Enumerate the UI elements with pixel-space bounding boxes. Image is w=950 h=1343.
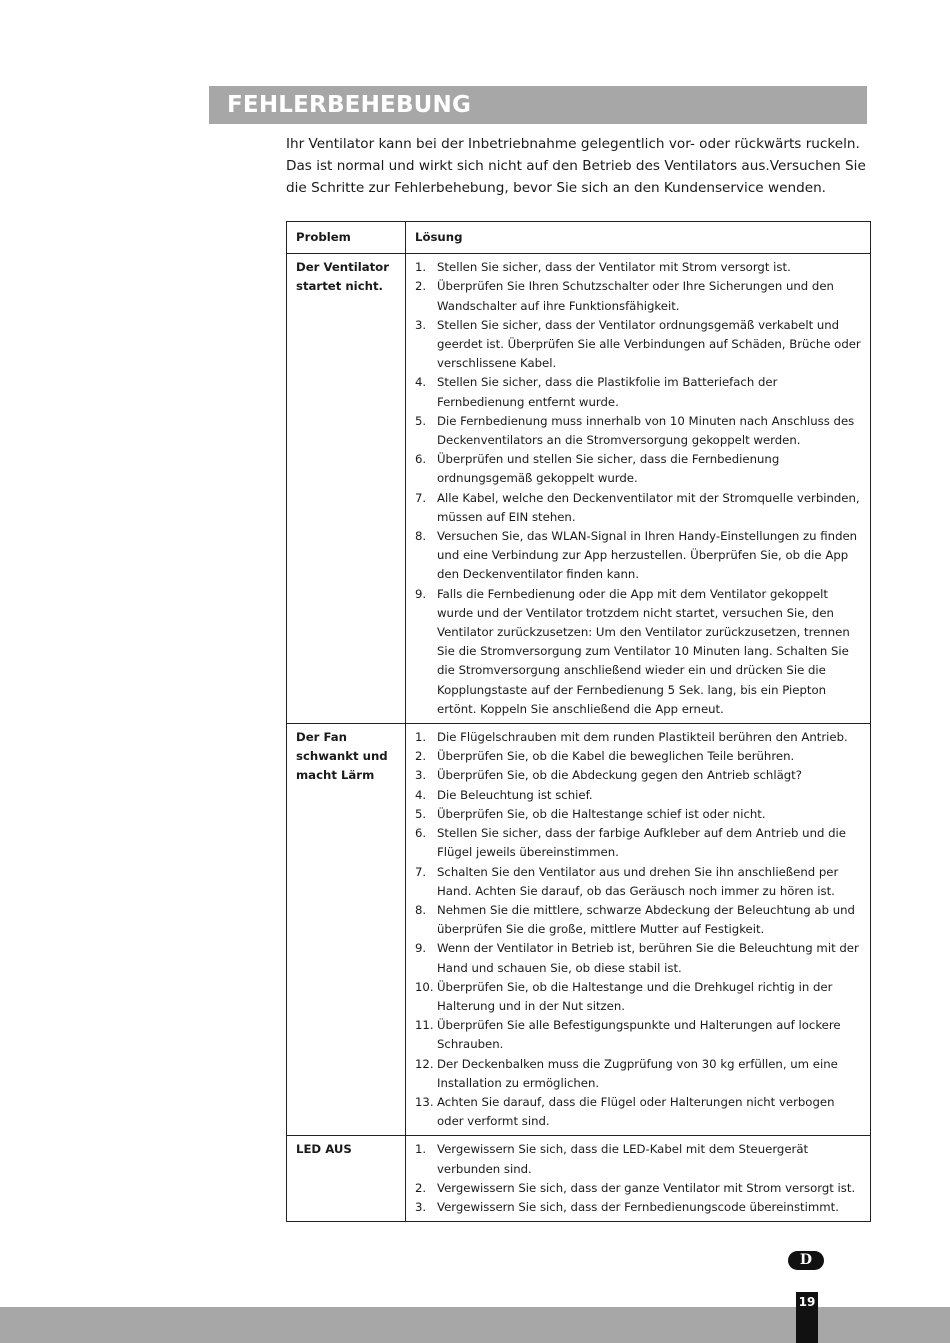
list-item <box>415 978 861 1016</box>
table-row <box>287 254 871 724</box>
step-text: Überprüfen und stellen Sie sicher, dass die Fernbedienung ordnungsgemäß gekoppelt wurde. <box>437 452 780 486</box>
list-item <box>415 1198 861 1217</box>
list-item <box>415 373 861 411</box>
solution-steps-list <box>415 1140 861 1217</box>
step-number: 9. <box>415 586 427 601</box>
step-text: Vergewissern Sie sich, dass der ganze Ventilator mit Strom versorgt ist. <box>437 1180 856 1195</box>
list-item <box>415 585 861 719</box>
step-number: 5. <box>415 806 427 821</box>
list-item <box>415 277 861 315</box>
problem-cell: Der Ventilator startet nicht. <box>287 254 406 724</box>
list-item <box>415 939 861 977</box>
step-number: 4. <box>415 375 427 390</box>
step-number: 2. <box>415 1180 427 1195</box>
step-text: Falls die Fernbedienung oder die App mit dem Ventilator gekoppelt wurde und der Ventilator trotzdem nicht startet, versuchen Sie, den Ventilator zurückzusetzen: Um den Ventilator zurückzusetzen, trennen Sie die Stromversorgung zum Ventilator 10 Minuten lang. Schalten Sie die Stromversorgung anschließend wieder ein und drücken Sie die Kopplungstaste auf der Fernbedienung 5 Sek. lang, bis ein Piepton ertönt. Koppeln Sie anschließend die App erneut. <box>437 586 850 716</box>
list-item <box>415 805 861 824</box>
step-text: Alle Kabel, welche den Deckenventilator mit der Stromquelle verbinden, müssen auf EIN stehen. <box>437 490 860 524</box>
solution-cell <box>406 254 871 724</box>
step-text: Der Deckenbalken muss die Zugprüfung von 30 kg erfüllen, um eine Installation zu ermöglichen. <box>437 1056 838 1090</box>
step-text: Nehmen Sie die mittlere, schwarze Abdeckung der Beleuchtung ab und überprüfen Sie die große, mittlere Mutter auf Festigkeit. <box>437 902 855 937</box>
problem-cell: LED AUS <box>287 1136 406 1222</box>
step-number: 13. <box>415 1094 434 1109</box>
step-text: Die Flügelschrauben mit dem runden Plastikteil berühren den Antrieb. <box>437 730 848 745</box>
step-text: Achten Sie darauf, dass die Flügel oder Halterungen nicht verbogen oder verformt sind. <box>437 1094 835 1129</box>
step-number: 1. <box>415 1142 427 1157</box>
list-item <box>415 728 861 747</box>
list-item <box>415 786 861 805</box>
table-row <box>287 1136 871 1222</box>
solution-cell <box>406 724 871 1136</box>
list-item <box>415 450 861 488</box>
step-text: Überprüfen Sie, ob die Haltestange und die Drehkugel richtig in der Halterung und in der Nut sitzen. <box>437 979 833 1013</box>
list-item <box>415 1140 861 1178</box>
page-number: 19 <box>796 1292 818 1343</box>
step-number: 7. <box>415 490 427 505</box>
step-text: Stellen Sie sicher, dass die Plastikfolie im Batteriefach der Fernbedienung entfernt wurde. <box>437 375 778 409</box>
list-item <box>415 412 861 450</box>
list-item <box>415 901 861 939</box>
list-item <box>415 824 861 862</box>
step-text: Vergewissern Sie sich, dass der Fernbedienungscode übereinstimmt. <box>437 1199 839 1214</box>
step-number: 1. <box>415 260 427 275</box>
page-title: FEHLERBEHEBUNG <box>227 92 472 118</box>
section-title-bar <box>209 86 867 124</box>
step-number: 11. <box>415 1018 434 1033</box>
step-number: 6. <box>415 826 427 841</box>
step-number: 2. <box>415 749 427 764</box>
header-solution: Lösung <box>406 222 871 254</box>
step-text: Die Beleuchtung ist schief. <box>437 787 593 802</box>
list-item <box>415 527 861 585</box>
problem-cell: Der Fan schwankt und macht Lärm <box>287 724 406 1136</box>
header-problem: Problem <box>287 222 406 254</box>
step-text: Überprüfen Sie, ob die Haltestange schief ist oder nicht. <box>437 806 766 821</box>
step-text: Wenn der Ventilator in Betrieb ist, berühren Sie die Beleuchtung mit der Hand und schauen Sie, ob diese stabil ist. <box>437 941 859 975</box>
step-number: 3. <box>415 1199 427 1214</box>
step-text: Überprüfen Sie alle Befestigungspunkte und Halterungen auf lockere Schrauben. <box>437 1018 841 1052</box>
step-text: Überprüfen Sie Ihren Schutzschalter oder Ihre Sicherungen und den Wandschalter auf ihre Funktionsfähigkeit. <box>437 279 834 313</box>
step-text: Schalten Sie den Ventilator aus und drehen Sie ihn anschließend per Hand. Achten Sie darauf, ob das Geräusch noch immer zu hören ist. <box>437 864 839 898</box>
step-number: 5. <box>415 413 427 428</box>
step-number: 10. <box>415 979 434 994</box>
step-text: Versuchen Sie, das WLAN-Signal in Ihren Handy-Einstellungen zu finden und eine Verbindung zur App herzustellen. Überprüfen Sie, ob die App den Deckenventilator finden kann. <box>437 529 858 582</box>
solution-cell <box>406 1136 871 1222</box>
list-item <box>415 766 861 785</box>
list-item <box>415 489 861 527</box>
step-number: 2. <box>415 279 427 294</box>
solution-steps-list <box>415 258 861 719</box>
table-body <box>287 254 871 1222</box>
list-item <box>415 1055 861 1093</box>
list-item <box>415 1093 861 1131</box>
table-row <box>287 724 871 1136</box>
list-item <box>415 258 861 277</box>
step-number: 9. <box>415 941 427 956</box>
list-item <box>415 1179 861 1198</box>
step-text: Überprüfen Sie, ob die Kabel die beweglichen Teile berühren. <box>437 749 795 764</box>
step-number: 7. <box>415 864 427 879</box>
troubleshooting-table <box>286 221 871 1222</box>
step-number: 3. <box>415 768 427 783</box>
intro-paragraph: Ihr Ventilator kann bei der Inbetriebnahme gelegentlich vor- oder rückwärts ruckeln. Das ist normal und wirkt sich nicht auf den Betrieb des Ventilators aus.Versuchen Sie die Schritte zur Fehlerbehebung, bevor Sie sich an den Kundenservice wenden. <box>286 136 866 196</box>
table-header-row <box>287 222 871 254</box>
step-text: Überprüfen Sie, ob die Abdeckung gegen den Antrieb schlägt? <box>437 768 802 783</box>
list-item <box>415 863 861 901</box>
step-number: 12. <box>415 1056 434 1071</box>
step-number: 6. <box>415 452 427 467</box>
list-item <box>415 316 861 374</box>
step-text: Stellen Sie sicher, dass der Ventilator mit Strom versorgt ist. <box>437 260 791 275</box>
step-text: Stellen Sie sicher, dass der Ventilator ordnungsgemäß verkabelt und geerdet ist. Überprüfen Sie alle Verbindungen auf Schäden, Brüche oder verschlissene Kabel. <box>437 317 861 371</box>
step-number: 4. <box>415 787 427 802</box>
step-number: 3. <box>415 317 427 332</box>
step-text: Stellen Sie sicher, dass der farbige Aufkleber auf dem Antrieb und die Flügel jeweils übereinstimmen. <box>437 826 846 860</box>
step-number: 8. <box>415 529 427 544</box>
step-text: Die Fernbedienung muss innerhalb von 10 Minuten nach Anschluss des Deckenventilators an die Stromversorgung gekoppelt werden. <box>437 413 855 448</box>
solution-steps-list <box>415 728 861 1131</box>
step-number: 1. <box>415 730 427 745</box>
language-badge: D <box>788 1251 824 1270</box>
list-item <box>415 1016 861 1054</box>
step-text: Vergewissern Sie sich, dass die LED-Kabel mit dem Steuergerät verbunden sind. <box>437 1142 809 1176</box>
list-item <box>415 747 861 766</box>
step-number: 8. <box>415 902 427 917</box>
